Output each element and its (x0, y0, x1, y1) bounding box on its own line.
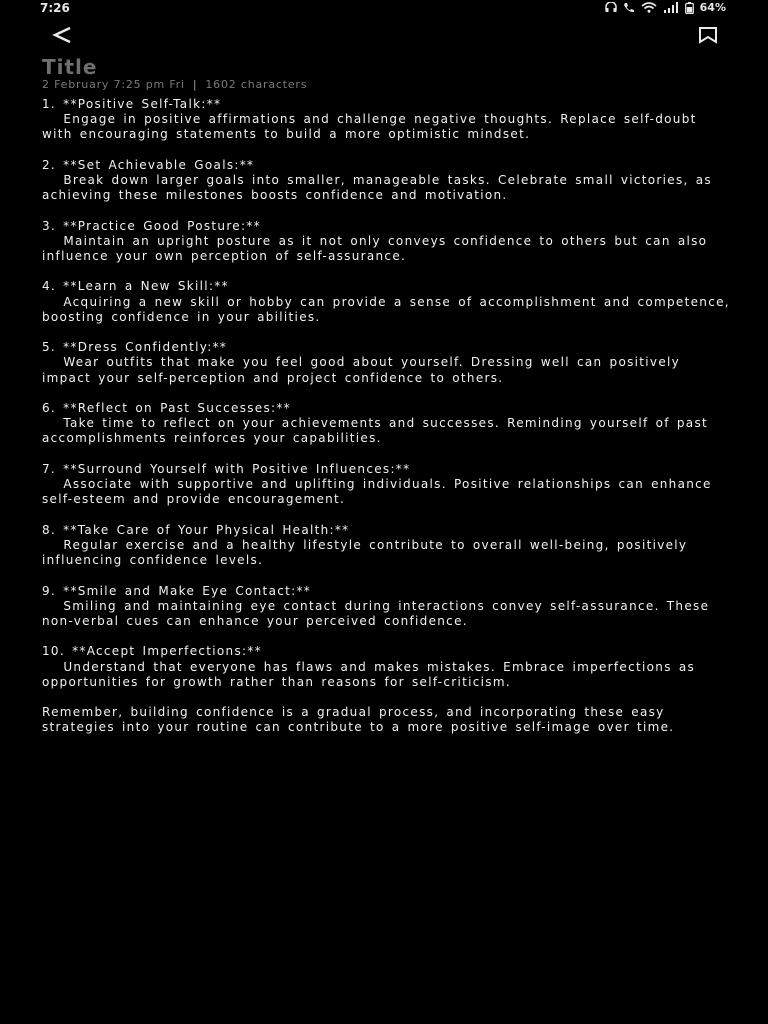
back-button[interactable] (50, 24, 76, 46)
battery-level: 64% (699, 1, 726, 14)
character-count: 1602 characters (205, 78, 308, 91)
meta-separator: | (192, 78, 198, 91)
wifi-icon (641, 2, 657, 13)
toolbar (0, 22, 768, 46)
status-time: 7:26 (40, 1, 70, 15)
back-arrow-icon (50, 24, 76, 46)
note-body[interactable]: 1. **Positive Self-Talk:** Engage in positive affirmations and challenge negative thoughts. Replace self-doubt with encouraging statements to build a more optimistic mindset. 2. **Set Achievable Goals:** Break down larger goals into smaller, manageable tasks. Celebrate small victories, as achieving these milestones boosts confidence and motivation. 3. **Practice Good Posture:** Maintain an upright posture as it not only conveys confidence to others but can also influence your own perception of self-assurance. 4. **Learn a New Skill:** Acquiring a new skill or hobby can provide a sense of accomplishment and competence, boosting confidence in your abilities. 5. **Dress Confidently:** Wear outfits that make you feel good about yourself. Dressing well can positively impact your self-perception and project confidence to others. 6. **Reflect on Past Successes:** Take time to reflect on your achievements and successes. Reminding yourself of past accomplishments reinforces your capabilities. 7. **Surround Yourself with Positive Influences:** Associate with supportive and uplifting individuals. Positive relationships can enhance self-esteem and provide encouragement. 8. **Take Care of Your Physical Health:** Regular exercise and a healthy lifestyle contribute to overall well-being, positively influencing confidence levels. 9. **Smile and Make Eye Contact:** Smiling and maintaining eye contact during interactions convey self-assurance. These non-verbal cues can enhance your perceived confidence. 10. **Accept Imperfections:** Understand that everyone has flaws and makes mistakes. Embrace imperfections as opportunities for growth rather than reasons for self-criticism. Remember, building confidence is a gradual process, and incorporating these easy strategies into your routine can contribute to a more positive self-image over time. (42, 97, 730, 735)
battery-icon (685, 2, 694, 14)
note-date: 2 February 7:25 pm Fri (42, 78, 185, 91)
status-icons (605, 1, 726, 14)
note-meta (42, 78, 307, 91)
call-icon (623, 2, 635, 13)
signal-icon (663, 2, 679, 13)
headset-icon (605, 2, 617, 13)
status-bar (0, 0, 768, 18)
note-title[interactable]: Title (42, 55, 98, 79)
bookmark-icon (698, 26, 718, 44)
bookmark-button[interactable] (698, 26, 718, 44)
